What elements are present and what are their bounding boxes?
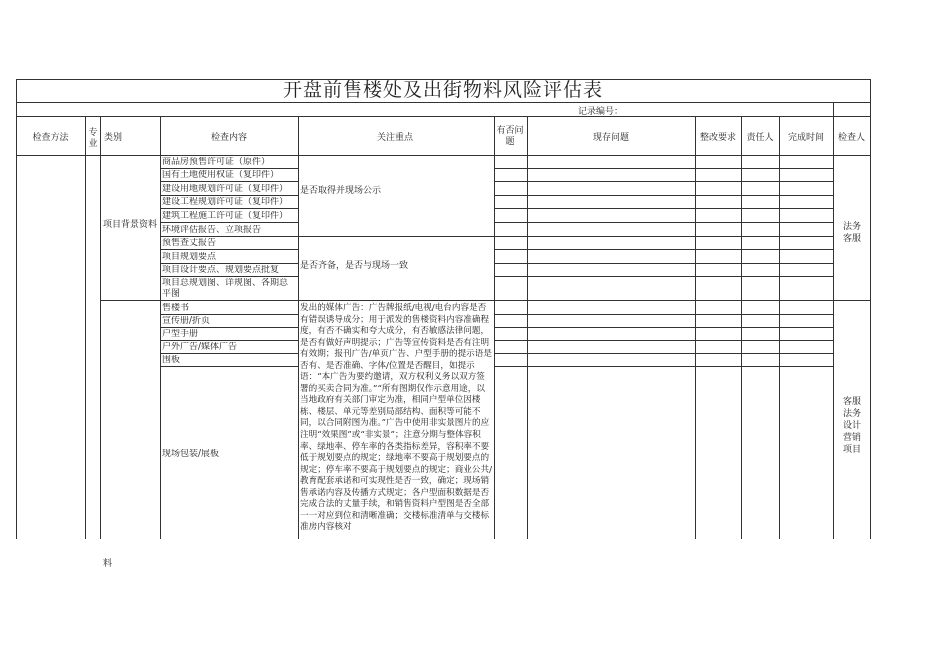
section2-focus: 发出的媒体广告：广告牌报纸/电视/电台内容是否有错误诱导成分；用于派发的售楼资料内容准确程度，有否不确实和夸大成分，有否敏感法律问题，是否有做好声明提示；广告等宣传资料是否有注明有效期；报刊广告/单页广告、户型手册的提示语是否有、是否准确、字体/位置是否醒目，如提示语：“本广告为要约邀请，双方权利义务以双方签署的买卖合同为准。”“所有图期仅作示意用途，以当地政府有关部门审定为准，相同户型单位因楼栋、楼层、单元等差别局部结构、面积等可能不同，以合同附图为准。”广告中使用非实景图片的应注明“效果图”或“非实景”；注意分期与整体容积率、绿地率、停车率的各类指标差异，容积率不要低于规划要点的规定；绿地率不要高于规划要点的规定；停车率不要高于规划要点的规定；商业公共/教育配套承诺和可实现性是否一致，确定；现场销售承诺内容及传播方式规定；各户型面积数据是否完成合法的丈量手续，和销售资料户型图是否全部一一对应到位和清晰准确；交楼标准清单与交楼标准房内容核对 [300, 303, 492, 533]
footer-overflow-char: 料 [103, 559, 113, 569]
section1-item: 建设工程规划许可证（复印件） [162, 197, 289, 207]
header-focus: 关注重点 [376, 133, 413, 143]
section1-item: 国有土地使用权证（复印件） [162, 170, 280, 180]
section1-item: 项目规划要点 [162, 252, 217, 262]
section1-item: 项目总规划图、详规图、各期总平图 [162, 278, 289, 299]
header-owner: 责任人 [746, 133, 774, 143]
header-method: 检查方法 [32, 133, 69, 143]
header-content: 检查内容 [210, 133, 247, 143]
section1-item: 预售查丈报告 [162, 238, 217, 248]
header-major: 专业 [88, 128, 98, 149]
section2-item: 围板 [162, 355, 181, 365]
header-done-time: 完成时间 [787, 133, 824, 143]
section2-item: 售楼书 [162, 303, 190, 313]
section2-inspector: 客服法务设计营销项目 [843, 397, 862, 455]
header-inspector: 检查人 [837, 133, 865, 143]
section2-item: 户外广告/媒体广告 [162, 342, 238, 352]
section2-item: 宣传册/折页 [162, 316, 211, 326]
page-title: 开盘前售楼处及出街物料风险评估表 [282, 79, 603, 101]
section1-inspector: 法务客服 [843, 222, 862, 244]
record-number-label: 记录编号： [578, 107, 624, 117]
header-requirement: 整改要求 [699, 133, 736, 143]
section1-item: 建筑工程施工许可证（复印件） [162, 211, 289, 221]
section1-item: 项目设计要点、规划要点批复 [162, 265, 280, 275]
section2-item: 现场包装/展板 [162, 449, 220, 459]
section1-focus-a: 是否取得并现场公示 [300, 186, 382, 196]
header-has-issue: 有否问题 [496, 126, 524, 147]
header-category: 类别 [104, 133, 123, 143]
header-issue: 现存问题 [592, 133, 629, 143]
section2-item: 户型手册 [162, 329, 199, 339]
section1-category: 项目背景资料 [103, 220, 158, 230]
section1-item: 环境评估报告、立项报告 [162, 225, 262, 235]
section1-item: 商品房预售许可证（原件） [162, 157, 271, 167]
section1-focus-b: 是否齐备，是否与现场一致 [300, 261, 409, 271]
section1-item: 建设用地规划许可证（复印件） [162, 184, 289, 194]
